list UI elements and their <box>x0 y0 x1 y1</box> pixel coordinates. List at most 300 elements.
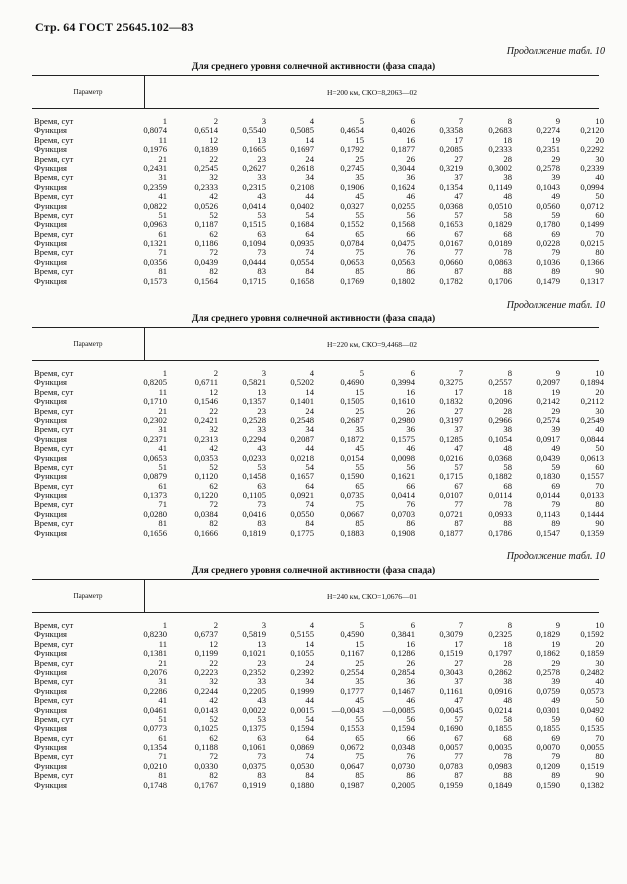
table-cell: 0,1832 <box>439 396 463 407</box>
table-cell: 0,4590 <box>340 629 364 640</box>
table-cell: 22 <box>209 405 218 416</box>
table-cell: 12 <box>209 386 218 397</box>
table-cell: 0,2862 <box>488 666 512 677</box>
table-cell: 56 <box>406 209 415 220</box>
table-cell: 0,1592 <box>580 629 604 640</box>
table-cell: 0,2294 <box>242 433 266 444</box>
table-cell: 47 <box>454 191 463 202</box>
table-cell: 0,2548 <box>290 414 314 425</box>
row-label: Время, сут <box>34 751 74 762</box>
table-cell: 26 <box>406 153 415 164</box>
table-cell: 0,1906 <box>340 181 364 192</box>
table-cell: 24 <box>305 153 314 164</box>
table-cell: 76 <box>406 247 415 258</box>
table-cell: 44 <box>305 695 314 706</box>
table-cell: 59 <box>551 713 560 724</box>
table-cell: 36 <box>406 172 415 183</box>
table-cell: 73 <box>257 499 266 510</box>
table-row <box>32 676 604 687</box>
table-cell: 38 <box>503 424 512 435</box>
table-cell: 0,2980 <box>391 414 415 425</box>
table-cell: 31 <box>158 424 167 435</box>
table-cell: 0,0330 <box>194 760 218 771</box>
table-cell: 62 <box>209 732 218 743</box>
row-label: Функция <box>34 452 68 463</box>
table-cell: 59 <box>551 461 560 472</box>
table-row <box>32 116 604 126</box>
row-label: Функция <box>34 433 68 444</box>
table-row <box>32 414 604 425</box>
table-cell: 81 <box>158 770 167 781</box>
table-cell: 84 <box>305 266 314 277</box>
table-cell: 0,1054 <box>488 433 512 444</box>
table-cell: 41 <box>158 443 167 454</box>
table-cell: 0,1036 <box>536 256 560 267</box>
table-title-2: Для среднего уровня солнечной активности (фаза спада) <box>191 314 436 324</box>
table-row <box>32 490 604 501</box>
table-cell: 0,1877 <box>439 527 463 538</box>
table-cell: 0,1999 <box>290 685 314 696</box>
row-label: Время, сут <box>34 116 74 126</box>
table-row <box>32 452 604 463</box>
table-cell: 18 <box>503 386 512 397</box>
table-cell: 90 <box>595 518 604 529</box>
table-cell: 0,1359 <box>580 527 604 538</box>
table-cell: 35 <box>355 172 364 183</box>
table-cell: 0,2313 <box>194 433 218 444</box>
table-cell: 0,0550 <box>290 508 314 519</box>
table-cell: 40 <box>595 172 604 183</box>
row-label: Функция <box>34 704 68 715</box>
table-row <box>32 134 604 145</box>
table-cell: 0,0712 <box>580 200 604 211</box>
table-cell: 0,2578 <box>536 666 560 677</box>
table-cell: 0,1894 <box>580 377 604 388</box>
table-cell: 0,0667 <box>340 508 364 519</box>
table-cell: 0,1780 <box>536 219 560 230</box>
table-cell: 0,3002 <box>488 162 512 173</box>
table-cell: 28 <box>503 405 512 416</box>
table-cell: 0,1715 <box>439 471 463 482</box>
table-cell: —0,0085 <box>382 704 415 715</box>
table-cell: 0,1792 <box>340 144 364 155</box>
row-label: Функция <box>34 414 68 425</box>
table-cell: 0,0167 <box>439 238 463 249</box>
table-cell: 0,1167 <box>340 648 364 659</box>
table-cell: 73 <box>257 247 266 258</box>
table-cell: 49 <box>551 191 560 202</box>
table-cell: 75 <box>355 499 364 510</box>
table-cell: 0,1775 <box>290 527 314 538</box>
table-cell: 0,1748 <box>143 779 167 790</box>
table-cell: 42 <box>209 191 218 202</box>
row-label: Время, сут <box>34 424 74 435</box>
table-cell: 52 <box>209 713 218 724</box>
table-cell: 0,1786 <box>488 527 512 538</box>
row-label: Функция <box>34 162 68 173</box>
row-label: Время, сут <box>34 368 74 378</box>
table-cell: 45 <box>355 443 364 454</box>
table-cell: 0,2528 <box>242 414 266 425</box>
table-cell: —0,0043 <box>331 704 364 715</box>
table-cell: 51 <box>158 209 167 220</box>
table-cell: 0,1025 <box>194 723 218 734</box>
table-cell: 0,0327 <box>340 200 364 211</box>
table-cell: 57 <box>454 461 463 472</box>
table-cell: 42 <box>209 695 218 706</box>
table-cell: 0,1959 <box>439 779 463 790</box>
table-row <box>32 751 604 762</box>
row-label: Функция <box>34 779 68 790</box>
table-cell: 30 <box>595 405 604 416</box>
table-row <box>32 424 604 435</box>
table-cell: 37 <box>454 676 463 687</box>
table-cell: 0,1149 <box>488 181 512 192</box>
table-cell: 0,1908 <box>391 527 415 538</box>
table-cell: 41 <box>158 191 167 202</box>
table-cell: 0,2627 <box>242 162 266 173</box>
table-cell: 3 <box>261 116 266 126</box>
table-cell: 90 <box>595 770 604 781</box>
table-cell: 0,1401 <box>290 396 314 407</box>
table-cell: 0,1769 <box>340 275 364 286</box>
table-cell: 0,1590 <box>340 471 364 482</box>
table-cell: 7 <box>458 116 463 126</box>
table-cell: 0,6711 <box>194 377 218 388</box>
table-cell: 45 <box>355 695 364 706</box>
table-cell: 71 <box>158 751 167 762</box>
table-cell: 70 <box>595 732 604 743</box>
table-row <box>32 368 604 378</box>
table-cell: 0,1188 <box>194 742 218 753</box>
table-cell: 54 <box>305 209 314 220</box>
table-cell: 51 <box>158 713 167 724</box>
table-cell: 0,3358 <box>439 125 463 136</box>
table-cell: 0,1976 <box>143 144 167 155</box>
table-cell: 0,1849 <box>488 779 512 790</box>
table-cell: 0,0963 <box>143 219 167 230</box>
row-label: Время, сут <box>34 770 74 781</box>
table-row <box>32 638 604 649</box>
table-cell: 57 <box>454 713 463 724</box>
table-cell: 43 <box>257 191 266 202</box>
table-cell: 69 <box>551 228 560 239</box>
table-row <box>32 162 604 173</box>
table-cell: 6 <box>410 620 415 630</box>
table-cell: 14 <box>305 386 314 397</box>
table-cell: 35 <box>355 424 364 435</box>
table-cell: 33 <box>257 676 266 687</box>
table-cell: 7 <box>458 620 463 630</box>
row-label: Время, сут <box>34 638 74 649</box>
table-cell: 58 <box>503 713 512 724</box>
row-label: Время, сут <box>34 134 74 145</box>
row-label: Время, сут <box>34 153 74 164</box>
table-cell: 56 <box>406 713 415 724</box>
row-label: Время, сут <box>34 676 74 687</box>
table-cell: 32 <box>209 676 218 687</box>
table-row <box>32 713 604 724</box>
table-title-3: Для среднего уровня солнечной активности (фаза спада) <box>191 566 436 576</box>
table-cell: 20 <box>595 386 604 397</box>
table-cell: 0,2687 <box>340 414 364 425</box>
table-cell: 0,1690 <box>439 723 463 734</box>
table-cell: 0,0994 <box>580 181 604 192</box>
table-cell: 0,1499 <box>580 219 604 230</box>
table-cell: 13 <box>257 638 266 649</box>
table-cell: 23 <box>257 153 266 164</box>
table-cell: 24 <box>305 405 314 416</box>
table-cell: 27 <box>454 153 463 164</box>
table-cell: 0,0015 <box>290 704 314 715</box>
table-cell: 0,1883 <box>340 527 364 538</box>
table-cell: 20 <box>595 638 604 649</box>
table-cell: 46 <box>406 695 415 706</box>
table-cell: 0,2966 <box>488 414 512 425</box>
table-cell: 53 <box>257 209 266 220</box>
table-cell: 17 <box>454 134 463 145</box>
table-cell: 0,8074 <box>143 125 167 136</box>
table-cell: 0,1553 <box>340 723 364 734</box>
row-label: Время, сут <box>34 405 74 416</box>
table-row <box>32 200 604 211</box>
table-cell: 44 <box>305 443 314 454</box>
table-cell: 0,2205 <box>242 685 266 696</box>
table-cell: 0,2112 <box>580 396 604 407</box>
table-cell: 64 <box>305 480 314 491</box>
table-row <box>32 704 604 715</box>
table-row <box>32 480 604 491</box>
table-cell: 0,3275 <box>439 377 463 388</box>
row-label: Функция <box>34 760 68 771</box>
table-row <box>32 657 604 668</box>
table-cell: 0,2854 <box>391 666 415 677</box>
table-cell: 5 <box>359 620 364 630</box>
table-cell: 44 <box>305 191 314 202</box>
table-body <box>32 368 604 538</box>
table-cell: 32 <box>209 424 218 435</box>
table-cell: 0,0402 <box>290 200 314 211</box>
table-cell: 0,1657 <box>290 471 314 482</box>
table-cell: 0,2359 <box>143 181 167 192</box>
table-cell: 0,1186 <box>194 238 218 249</box>
table-cell: 25 <box>355 405 364 416</box>
table-cell: 0,1658 <box>290 275 314 286</box>
table-cell: 0,1552 <box>340 219 364 230</box>
table-cell: 0,2087 <box>290 433 314 444</box>
table-cell: 46 <box>406 191 415 202</box>
table-cell: 88 <box>503 770 512 781</box>
table-cell: 31 <box>158 172 167 183</box>
table-cell: 0,1209 <box>536 760 560 771</box>
table-cell: 0,2574 <box>536 414 560 425</box>
row-label: Время, сут <box>34 228 74 239</box>
table-row <box>32 666 604 677</box>
table-row <box>32 247 604 258</box>
table-cell: 66 <box>406 228 415 239</box>
table-cell: 0,2085 <box>439 144 463 155</box>
table-cell: 0,3043 <box>439 666 463 677</box>
table-cell: 5 <box>359 368 364 378</box>
table-cell: 80 <box>595 499 604 510</box>
table-cell: 0,1286 <box>391 648 415 659</box>
table-cell: 5 <box>359 116 364 126</box>
table-cell: 43 <box>257 443 266 454</box>
table-cell: 47 <box>454 695 463 706</box>
row-label: Функция <box>34 275 68 286</box>
table-cell: 0,2325 <box>488 629 512 640</box>
table-cell: 19 <box>551 386 560 397</box>
table-cell: 83 <box>257 770 266 781</box>
table-cell: 71 <box>158 247 167 258</box>
table-cell: 6 <box>410 116 415 126</box>
table-cell: 0,0526 <box>194 200 218 211</box>
table-cell: 0,0721 <box>439 508 463 519</box>
param-header: Параметр <box>73 340 103 348</box>
table-row <box>32 742 604 753</box>
table-cell: 38 <box>503 172 512 183</box>
table-cell: 0,0414 <box>391 490 415 501</box>
table-cell: 0,3044 <box>391 162 415 173</box>
table-cell: 78 <box>503 247 512 258</box>
table-cell: 0,0983 <box>488 760 512 771</box>
table-cell: 50 <box>595 695 604 706</box>
table-row <box>32 238 604 249</box>
table-cell: 11 <box>158 386 167 397</box>
table-cell: 80 <box>595 751 604 762</box>
table-cell: 0,1568 <box>391 219 415 230</box>
table-cell: 0,0735 <box>340 490 364 501</box>
table-cell: 0,0114 <box>488 490 512 501</box>
table-cell: 15 <box>355 134 364 145</box>
table-cell: 0,6514 <box>194 125 218 136</box>
table-cell: 0,0653 <box>340 256 364 267</box>
table-cell: 0,0647 <box>340 760 364 771</box>
table-cell: 0,0773 <box>143 723 167 734</box>
table-row <box>32 377 604 388</box>
table-cell: 0,2618 <box>290 162 314 173</box>
table-cell: 0,0368 <box>439 200 463 211</box>
table-cell: 49 <box>551 443 560 454</box>
table-cell: 0,0133 <box>580 490 604 501</box>
table-cell: 68 <box>503 480 512 491</box>
table-cell: 0,2545 <box>194 162 218 173</box>
table-cell: 82 <box>209 770 218 781</box>
table-cell: 55 <box>355 713 364 724</box>
table-cell: 0,2431 <box>143 162 167 173</box>
table-row <box>32 209 604 220</box>
table-cell: 86 <box>406 518 415 529</box>
table-cell: 0,1665 <box>242 144 266 155</box>
table-cell: 0,0439 <box>194 256 218 267</box>
table-cell: 89 <box>551 518 560 529</box>
table-cell: 27 <box>454 405 463 416</box>
row-label: Время, сут <box>34 191 74 202</box>
table-row <box>32 172 604 183</box>
table-cell: 25 <box>355 153 364 164</box>
table-cell: 0,1859 <box>580 648 604 659</box>
table-cell: 0,0730 <box>391 760 415 771</box>
table-cell: 0,2286 <box>143 685 167 696</box>
table-row <box>32 471 604 482</box>
table-row <box>32 191 604 202</box>
table-cell: 0,0869 <box>290 742 314 753</box>
table-cell: 0,2371 <box>143 433 167 444</box>
table-cell: 0,0218 <box>290 452 314 463</box>
group-header: H=240 км, СКО=1,0676—01 <box>327 591 417 601</box>
row-label: Функция <box>34 200 68 211</box>
table-cell: 83 <box>257 518 266 529</box>
table-cell: 9 <box>555 368 560 378</box>
table-cell: 0,1684 <box>290 219 314 230</box>
table-cell: 0,1830 <box>536 471 560 482</box>
table-cell: 0,0144 <box>536 490 560 501</box>
table-cell: 11 <box>158 134 167 145</box>
table-cell: 0,8230 <box>143 629 167 640</box>
row-label: Функция <box>34 508 68 519</box>
table-cell: 61 <box>158 480 167 491</box>
table-cell: 52 <box>209 209 218 220</box>
table-cell: 82 <box>209 518 218 529</box>
table-cell: 0,0022 <box>242 704 266 715</box>
table-cell: 0,1782 <box>439 275 463 286</box>
table-row <box>32 499 604 510</box>
table-cell: 47 <box>454 443 463 454</box>
table-cell: 37 <box>454 172 463 183</box>
table-cell: 19 <box>551 638 560 649</box>
row-label: Время, сут <box>34 461 74 472</box>
table-row <box>32 723 604 734</box>
table-cell: 0,5540 <box>242 125 266 136</box>
table-cell: 37 <box>454 424 463 435</box>
table-cell: 23 <box>257 405 266 416</box>
table-cell: 0,1621 <box>391 471 415 482</box>
table-cell: 64 <box>305 732 314 743</box>
table-cell: 0,1594 <box>290 723 314 734</box>
row-label: Время, сут <box>34 247 74 258</box>
table-cell: 43 <box>257 695 266 706</box>
table-cell: 0,8205 <box>143 377 167 388</box>
table-cell: 40 <box>595 424 604 435</box>
table-cell: 56 <box>406 461 415 472</box>
table-cell: 4 <box>309 620 314 630</box>
table-cell: 0,2244 <box>194 685 218 696</box>
table-cell: 0,2274 <box>536 125 560 136</box>
table-cell: 86 <box>406 770 415 781</box>
table-cell: 8 <box>507 368 512 378</box>
table-cell: 10 <box>595 620 604 630</box>
table-cell: 0,1666 <box>194 527 218 538</box>
table-cell: 30 <box>595 657 604 668</box>
table-row <box>32 266 604 277</box>
table-cell: 58 <box>503 461 512 472</box>
table-cell: 83 <box>257 266 266 277</box>
table-cell: 0,1819 <box>242 527 266 538</box>
table-cell: 21 <box>158 405 167 416</box>
table-cell: 15 <box>355 386 364 397</box>
row-label: Функция <box>34 377 68 388</box>
table-cell: 0,1187 <box>194 219 218 230</box>
table-cell: 0,1610 <box>391 396 415 407</box>
page-header: Стр. 64 ГОСТ 25645.102—83 <box>35 20 194 34</box>
table-cell: 17 <box>454 638 463 649</box>
table-cell: 34 <box>305 424 314 435</box>
table-cell: 0,0368 <box>488 452 512 463</box>
table-cell: 0,5819 <box>242 629 266 640</box>
table-cell: 70 <box>595 228 604 239</box>
data-table-3 <box>32 579 604 790</box>
table-cell: 16 <box>406 638 415 649</box>
